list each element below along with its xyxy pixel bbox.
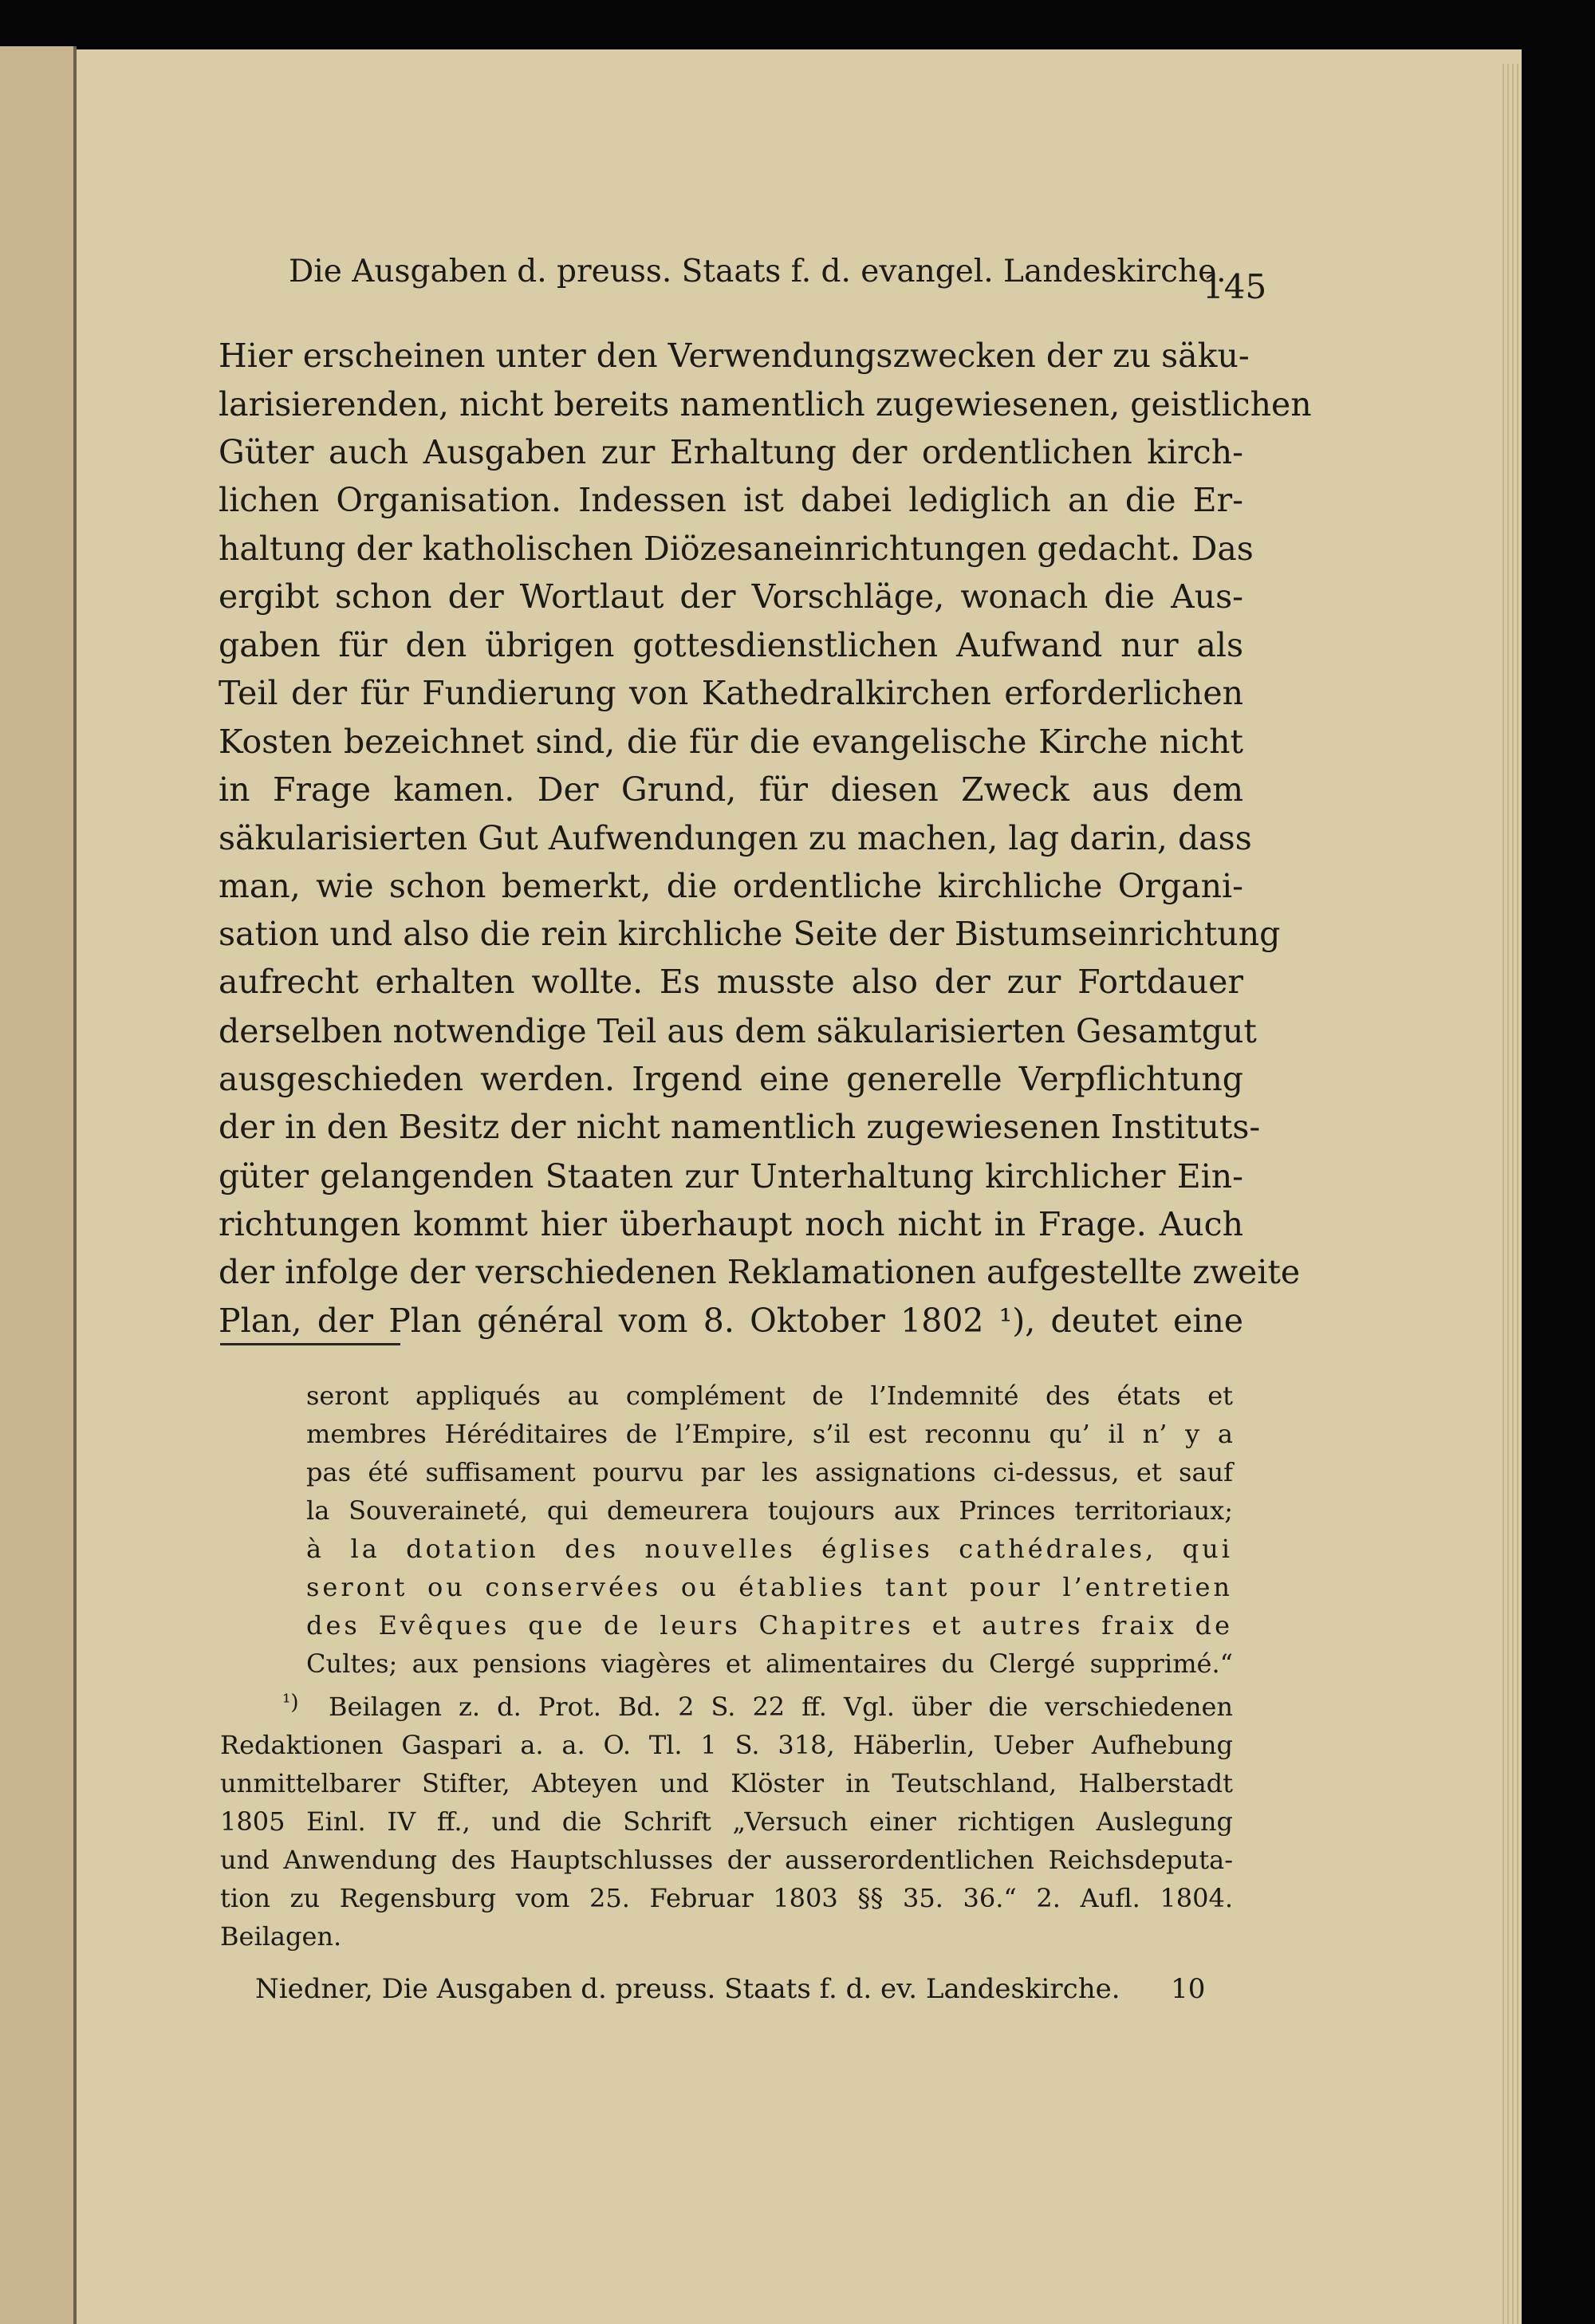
signature-title: Niedner, Die Ausgaben d. preuss. Staats f. d. ev. Landeskirche. [255, 1973, 1120, 2005]
footnote-line: tion zu Regensburg vom 25. Februar 1803 §§ 35. 36.“ 2. Aufl. 1804. [220, 1883, 1233, 1913]
body-line: richtungen kommt hier überhaupt noch nicht in Frage. Auch [219, 1205, 1243, 1243]
body-line: säkularisierten Gut Aufwendungen zu machen, lag darin, dass [219, 819, 1252, 857]
body-line: der infolge der verschiedenen Reklamationen aufgestellte zweite [219, 1253, 1301, 1291]
body-line: Hier erscheinen unter den Verwendungszwecken der zu säku- [219, 337, 1250, 375]
quote-line: la Souveraineté, qui demeurera toujours aux Princes territoriaux; [306, 1495, 1233, 1526]
footnote-line: Redaktionen Gaspari a. a. O. Tl. 1 S. 318, Häberlin, Ueber Aufhebung [220, 1730, 1233, 1760]
body-line: Teil der für Fundierung von Kathedralkirchen erforderlichen [219, 674, 1243, 712]
footnote-line: unmittelbarer Stifter, Abteyen und Klöster in Teutschland, Halberstadt [220, 1768, 1233, 1798]
body-line: lichen Organisation. Indessen ist dabei lediglich an die Er- [219, 481, 1243, 519]
body-line: in Frage kamen. Der Grund, für diesen Zweck aus dem [219, 770, 1243, 809]
body-line: gaben für den übrigen gottesdienstlichen Aufwand nur als [219, 626, 1243, 664]
footnote-line: und Anwendung des Hauptschlusses der ausserordentlichen Reichsdeputa- [220, 1845, 1233, 1875]
body-line: ausgeschieden werden. Irgend eine generelle Verpflichtung [219, 1060, 1243, 1098]
footnote-line: Beilagen z. d. Prot. Bd. 2 S. 22 ff. Vgl. über die verschiedenen [329, 1692, 1233, 1722]
body-line: sation und also die rein kirchliche Seite der Bistumseinrichtung [219, 915, 1281, 953]
running-head: Die Ausgaben d. preuss. Staats f. d. evangel. Landeskirche. [289, 254, 1227, 290]
page-fore-edge [1499, 64, 1522, 2324]
body-line: man, wie schon bemerkt, die ordentliche kirchliche Organi- [219, 867, 1243, 905]
footnote-line: 1805 Einl. IV ff., und die Schrift „Versuch einer richtigen Auslegung [220, 1806, 1233, 1837]
left-page-edge [0, 46, 77, 2324]
page-number: 145 [1203, 267, 1267, 306]
footnote-line: Beilagen. [220, 1921, 342, 1952]
quote-line: pas été suffisament pourvu par les assignations ci-dessus, et sauf [306, 1457, 1233, 1487]
body-line: der in den Besitz der nicht namentlich zugewiesenen Instituts- [219, 1108, 1261, 1146]
body-line: larisierenden, nicht bereits namentlich zugewiesenen, geistlichen [219, 385, 1312, 423]
quote-line: à la dotation des nouvelles églises cathédrales, qui [306, 1534, 1233, 1564]
quote-line: seront ou conservées ou établies tant pour l’entretien [306, 1572, 1233, 1602]
body-line: aufrecht erhalten wollte. Es musste also der zur Fortdauer [219, 963, 1243, 1001]
body-line: Plan, der Plan général vom 8. Oktober 1802 ¹), deutet eine [219, 1302, 1243, 1340]
signature-sheet-number: 10 [1171, 1973, 1206, 2005]
quote-line: membres Héréditaires de l’Empire, s’il est reconnu qu’ il n’ y a [306, 1419, 1233, 1449]
quote-line: des Evêques que de leurs Chapitres et autres fraix de [306, 1610, 1233, 1641]
quote-line: seront appliqués au complément de l’Indemnité des états et [306, 1381, 1233, 1411]
body-line: Güter auch Ausgaben zur Erhaltung der ordentlichen kirch- [219, 433, 1243, 471]
body-line: derselben notwendige Teil aus dem säkularisierten Gesamtgut [219, 1012, 1257, 1050]
body-line: Kosten bezeichnet sind, die für die evangelische Kirche nicht [219, 723, 1243, 761]
printer-signature [255, 1973, 1206, 2005]
body-line: ergibt schon der Wortlaut der Vorschläge, wonach die Aus- [219, 577, 1243, 616]
footnote-rule [220, 1343, 400, 1345]
footnote-marker: ¹) [282, 1691, 299, 1715]
quote-line: Cultes; aux pensions viagères et alimentaires du Clergé supprimé.“ [306, 1648, 1233, 1679]
body-line: haltung der katholischen Diözesaneinrichtungen gedacht. Das [219, 530, 1254, 568]
body-line: güter gelangenden Staaten zur Unterhaltung kirchlicher Ein- [219, 1157, 1243, 1195]
